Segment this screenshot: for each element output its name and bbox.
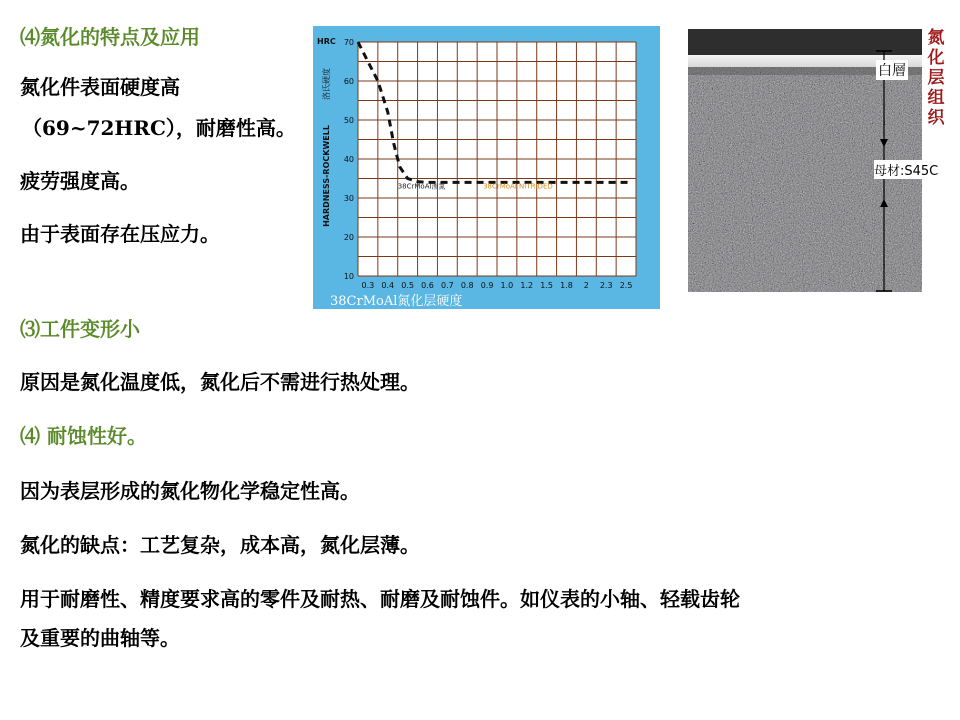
text-applications-1: 用于耐磨性、精度要求高的零件及耐热、耐磨及耐蚀件。如仪表的小轴、轻载齿轮 [20,587,740,611]
y-tick-label: 50 [343,116,354,125]
x-tick-label: 2 [583,281,589,290]
x-tick-label: 0.8 [460,281,474,290]
text-fatigue: 疲劳强度高。 [20,169,140,193]
x-tick-label: 0.3 [361,281,375,290]
y-tick-label: 40 [343,155,354,164]
heading-features: ⑷氮化的特点及应用 [20,25,200,49]
chart-caption: 38CrMoAl氮化层硬度 [330,294,463,309]
hardness-chart [313,26,660,309]
x-tick-label: 1.8 [560,281,573,290]
y-tick-label: 20 [343,233,354,242]
x-tick-label: 0.6 [421,281,434,290]
text-hardness-value: （69~72HRC），耐磨性高。 [22,116,296,140]
y-axis-label: HARDNESS-ROCKWELL [322,125,331,227]
white-layer-label: 白層 [876,60,908,80]
x-tick-label: 0.7 [440,281,454,290]
x-tick-label: 1.0 [500,281,514,290]
x-tick-label: 0.5 [401,281,415,290]
text-applications-2: 及重要的曲轴等。 [20,626,180,650]
x-tick-label: 1.2 [520,281,534,290]
x-tick-label: 0.9 [480,281,494,290]
text-drawbacks: 氮化的缺点：工艺复杂，成本高，氮化层薄。 [20,533,420,557]
y-tick-label: 30 [343,194,354,203]
text-surface-hardness: 氮化件表面硬度高 [20,75,180,99]
y-tick-label: 70 [343,38,354,47]
x-tick-label: 1.5 [540,281,554,290]
legend-label-cn: 38CrMoAl渗氮 [397,182,446,191]
heading-corrosion: ⑷ 耐蚀性好。 [20,424,147,448]
base-material-label: 母材:S45C [874,160,938,179]
heading-deformation: ⑶工件变形小 [20,317,140,341]
x-tick-label: 2.5 [619,281,633,290]
x-tick-label: 2.3 [599,281,613,290]
y-unit-label: HRC [317,37,336,46]
text-corrosion-reason: 因为表层形成的氮化物化学稳定性高。 [20,479,360,503]
photo-title: 氮化层组织 [927,28,945,128]
x-tick-label: 0.4 [381,281,395,290]
y-tick-label: 60 [343,77,354,86]
y-tick-label: 10 [343,272,354,281]
text-compressive-stress: 由于表面存在压应力。 [20,222,220,246]
hardness-chart-panel [313,26,660,309]
legend-label-en: 38CrMoAl NITRIDED [483,182,553,191]
text-deformation-reason: 原因是氮化温度低，氮化后不需进行热处理。 [20,370,420,394]
y-axis-label-cn: 洛氏硬度 [322,68,331,100]
